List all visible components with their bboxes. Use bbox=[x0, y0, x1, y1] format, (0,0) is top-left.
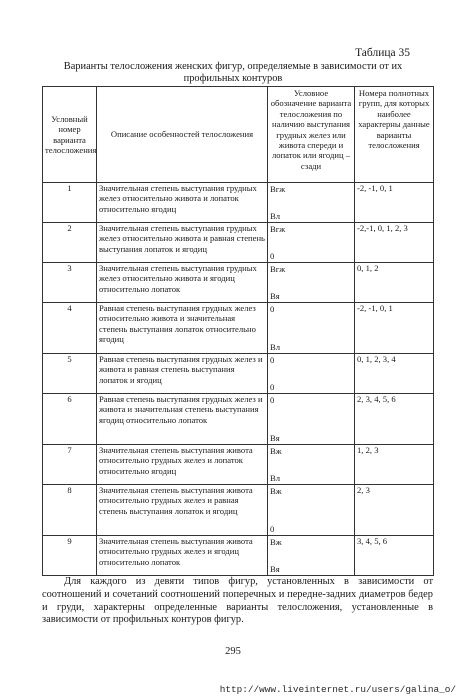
symbol-back: Bл bbox=[270, 341, 281, 352]
table-row bbox=[43, 445, 434, 485]
size-groups: -2, -1, 0, 1 bbox=[355, 183, 434, 223]
variant-symbol bbox=[268, 536, 355, 576]
table-row bbox=[43, 303, 434, 354]
symbol-front: Bж bbox=[270, 446, 282, 456]
variant-number: 4 bbox=[43, 303, 97, 354]
header-symbol: Условное обозначение варианта телосложения по наличию выступания грудных желез или живота спереди и лопаток или ягодиц – сзади bbox=[268, 87, 355, 183]
variant-number: 2 bbox=[43, 223, 97, 263]
header-description: Описание особенностей телосложения bbox=[97, 87, 268, 183]
header-size-groups: Номера полнотных групп, для которых наиболее характерны данные варианты телосложения bbox=[355, 87, 434, 183]
symbol-back: 0 bbox=[270, 381, 275, 392]
variant-number: 5 bbox=[43, 354, 97, 394]
header-variant-number: Условный номер варианта телосложения bbox=[43, 87, 97, 183]
variant-symbol bbox=[268, 223, 355, 263]
variant-description: Значительная степень выступания грудных желез относительно живота и лопаток относительно ягодиц bbox=[97, 183, 268, 223]
symbol-front: Bж bbox=[270, 537, 282, 547]
table-label: Таблица 35 bbox=[355, 47, 410, 59]
variant-symbol bbox=[268, 485, 355, 536]
symbol-back: Bл bbox=[270, 472, 281, 483]
size-groups: 2, 3, 4, 5, 6 bbox=[355, 394, 434, 445]
variant-symbol bbox=[268, 183, 355, 223]
symbol-back: Bя bbox=[270, 432, 280, 443]
variant-number: 8 bbox=[43, 485, 97, 536]
variant-description: Значительная степень выступания грудных желез относительно живота и ягодиц относительно лопаток bbox=[97, 263, 268, 303]
symbol-back: Bл bbox=[270, 210, 281, 221]
symbol-front: 0 bbox=[270, 395, 275, 405]
variant-description: Значительная степень выступания живота относительно грудных желез и ягодиц относительно лопаток bbox=[97, 536, 268, 576]
size-groups: -2,-1, 0, 1, 2, 3 bbox=[355, 223, 434, 263]
variant-symbol bbox=[268, 445, 355, 485]
symbol-back: 0 bbox=[270, 250, 275, 261]
table-caption: Варианты телосложения женских фигур, определяемые в зависимости от их профильных контуров bbox=[63, 61, 403, 84]
table-row bbox=[43, 223, 434, 263]
size-groups: -2, -1, 0, 1 bbox=[355, 303, 434, 354]
table-row bbox=[43, 354, 434, 394]
variant-symbol bbox=[268, 394, 355, 445]
variant-description: Равная степень выступания грудных желез и живота и значительная степень выступания ягодиц относительно лопаток bbox=[97, 394, 268, 445]
table-row bbox=[43, 485, 434, 536]
variant-description: Значительная степень выступания живота относительно грудных желез и лопаток относительно ягодиц bbox=[97, 445, 268, 485]
variant-description: Равная степень выступания грудных желез относительно живота и значительная степень выступания лопаток относительно ягодиц bbox=[97, 303, 268, 354]
variant-number: 7 bbox=[43, 445, 97, 485]
table-row bbox=[43, 183, 434, 223]
symbol-front: Bгж bbox=[270, 184, 286, 194]
symbol-front: Bгж bbox=[270, 224, 286, 234]
variant-description: Значительная степень выступания живота относительно грудных желез и равная степень выступания лопаток и ягодиц bbox=[97, 485, 268, 536]
body-paragraph: Для каждого из девяти типов фигур, установленных в зависимости от соотношений и сочетаний соотношений поперечных и передне-задних диаметров бедер и груди, характерны определенные варианты телосложения, установленные в зависимости от профильных контуров фигур. bbox=[42, 576, 433, 626]
symbol-front: Bж bbox=[270, 486, 282, 496]
variant-description: Равная степень выступания грудных желез и живота и равная степень выступания лопаток и ягодиц bbox=[97, 354, 268, 394]
page-number: 295 bbox=[225, 646, 241, 657]
variant-symbol bbox=[268, 354, 355, 394]
symbol-back: 0 bbox=[270, 523, 275, 534]
body-types-table bbox=[42, 86, 434, 576]
variant-number: 6 bbox=[43, 394, 97, 445]
size-groups: 2, 3 bbox=[355, 485, 434, 536]
symbol-front: 0 bbox=[270, 355, 275, 365]
symbol-front: 0 bbox=[270, 304, 275, 314]
size-groups: 0, 1, 2 bbox=[355, 263, 434, 303]
variant-number: 1 bbox=[43, 183, 97, 223]
variant-number: 3 bbox=[43, 263, 97, 303]
variant-description: Значительная степень выступания грудных желез относительно живота и равная степень выступания лопаток и ягодиц bbox=[97, 223, 268, 263]
variant-symbol bbox=[268, 263, 355, 303]
size-groups: 1, 2, 3 bbox=[355, 445, 434, 485]
variant-symbol bbox=[268, 303, 355, 354]
size-groups: 0, 1, 2, 3, 4 bbox=[355, 354, 434, 394]
table-row bbox=[43, 263, 434, 303]
source-url-watermark: http://www.liveinternet.ru/users/galina_o/ bbox=[219, 684, 456, 695]
table-row bbox=[43, 536, 434, 576]
symbol-back: Bя bbox=[270, 563, 280, 574]
size-groups: 3, 4, 5, 6 bbox=[355, 536, 434, 576]
table-header-row bbox=[43, 87, 434, 183]
table-row bbox=[43, 394, 434, 445]
symbol-back: Bя bbox=[270, 290, 280, 301]
symbol-front: Bгж bbox=[270, 264, 286, 274]
variant-number: 9 bbox=[43, 536, 97, 576]
